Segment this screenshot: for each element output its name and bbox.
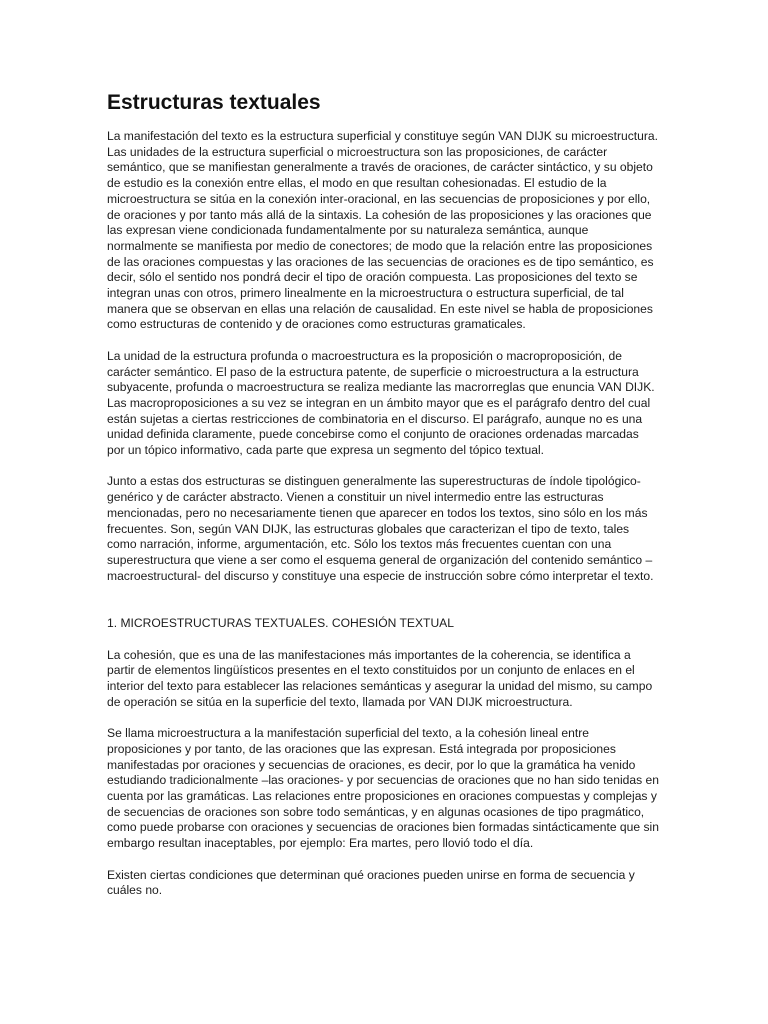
section-heading: 1. MICROESTRUCTURAS TEXTUALES. COHESIÓN TEXTUAL bbox=[107, 616, 454, 631]
paragraph-superestructuras: Junto a estas dos estructuras se distinguen generalmente las superestructuras de índole tipológico-genérico y de carácter abstracto. Vienen a constituir un nivel intermedio entre las estructuras mencionadas, pero no necesariamente tienen que aparecer en todos los textos, sino sólo en los más frecuentes. Son, según VAN DIJK, las estructuras globales que caracterizan el tipo de texto, tales como narración, informe, argumentación, etc. Sólo los textos más frecuentes cuentan con una superestructura que viene a ser como el esquema general de organización del contenido semántico –macroestructural- del discurso y constituye una especie de instrucción sobre cómo interpretar el texto. bbox=[107, 474, 654, 583]
document-title: Estructuras textuales bbox=[107, 91, 321, 114]
paragraph-cohesion: La cohesión, que es una de las manifestaciones más importantes de la coherencia, se identifica a partir de elementos lingüísticos presentes en el texto constituidos por un conjunto de enlaces en el interior del texto para establecer las relaciones semánticas y asegurar la unidad del mismo, su campo de operación se sitúa en la superficie del texto, llamada por VAN DIJK microestructura. bbox=[107, 647, 653, 709]
paragraph-microestructura-definicion: Se llama microestructura a la manifestación superficial del texto, a la cohesión lineal entre proposiciones y por tanto, de las oraciones que las expresan. Está integrada por proposiciones manifestadas por oraciones y secuencias de oraciones, es decir, por lo que la gramática ha venido estudiando tradicionalmente –las oraciones- y por secuencias de oraciones que no han sido tenidas en cuenta por las gramáticas. Las relaciones entre proposiciones en oraciones compuestas y complejas y de secuencias de oraciones son sobre todo semánticas, y en algunas ocasiones de tipo pragmático, como puede probarse con oraciones y secuencias de oraciones bien formadas sintácticamente que sin embargo resultan inaceptables, por ejemplo: Era martes, pero llovió todo el día. bbox=[107, 726, 659, 851]
paragraph-microestructura: La manifestación del texto es la estructura superficial y constituye según VAN DIJK su microestructura. Las unidades de la estructura superficial o microestructura son las proposiciones, de carácter semántico, que se manifiestan generalmente a través de oraciones, de carácter sintáctico, y su objeto de estudio es la conexión entre ellas, el modo en que resultan cohesionadas. El estudio de la microestructura se sitúa en la conexión inter-oracional, en las secuencias de proposiciones y por ello, de oraciones y por tanto más allá de la sintaxis. La cohesión de las proposiciones y las oraciones que las expresan viene condicionada fundamentalmente por su naturaleza semántica, aunque normalmente se manifiesta por medio de conectores; de modo que la relación entre las proposiciones de las oraciones compuestas y las oraciones de las secuencias de oraciones es de tipo semántico, es decir, sólo el sentido nos pondrá decir el tipo de oración compuesta. Las proposiciones del texto se integran unas con otros, primero linealmente en la microestructura o estructura superficial, de tal manera que se observan en ellas una relación de causalidad. En este nivel se habla de proposiciones como estructuras de contenido y de oraciones como estructuras gramaticales. bbox=[107, 129, 658, 332]
paragraph-condiciones: Existen ciertas condiciones que determinan qué oraciones pueden unirse en forma de secuencia y cuáles no. bbox=[107, 867, 635, 898]
paragraph-macroestructura: La unidad de la estructura profunda o macroestructura es la proposición o macroproposición, de carácter semántico. El paso de la estructura patente, de superficie o microestructura a la estructura subyacente, profunda o macroestructura se realiza mediante las macrorreglas que enuncia VAN DIJK. Las macroproposiciones a su vez se integran en un ámbito mayor que es el parágrafo dentro del cual están sujetas a ciertas restricciones de combinatoria en el discurso. El parágrafo, aunque no es una unidad definida claramente, puede concebirse como el conjunto de oraciones ordenadas marcadas por un tópico informativo, cada parte que expresa un segmento del tópico textual. bbox=[107, 348, 655, 458]
document-page bbox=[107, 88, 659, 915]
